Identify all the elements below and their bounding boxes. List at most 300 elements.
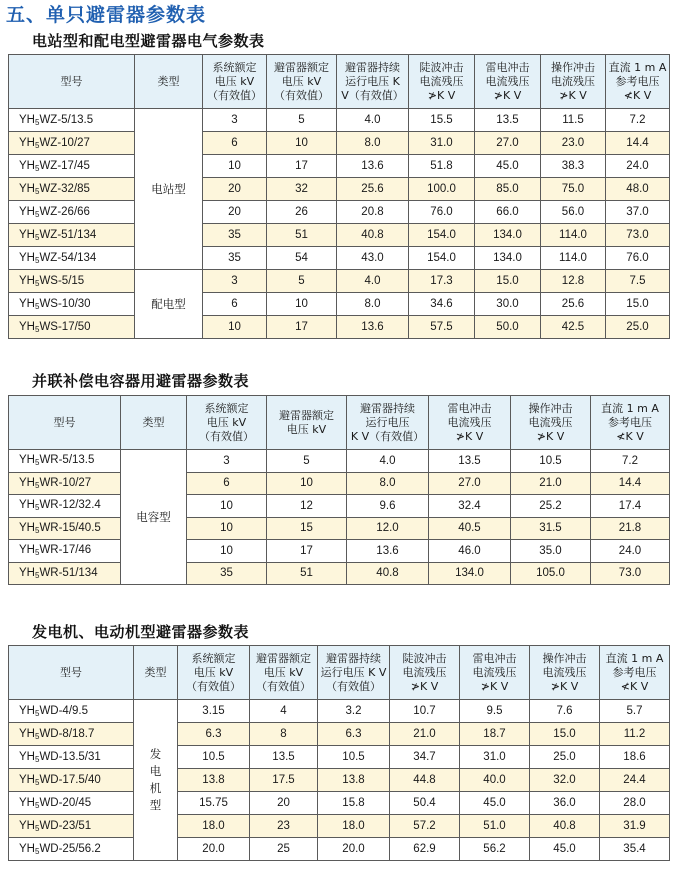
model-subscript: 5: [34, 163, 40, 173]
value-cell: 15.0: [606, 293, 670, 316]
model-suffix: WZ-54/134: [39, 251, 97, 264]
model-suffix: WZ-32/85: [39, 182, 90, 195]
table-row: [9, 723, 670, 746]
value-cell: 25.6: [337, 178, 409, 201]
value-cell: 25: [250, 838, 318, 861]
value-cell: 154.0: [409, 247, 475, 270]
value-cell: 40.0: [460, 769, 530, 792]
model-suffix: WD-8/18.7: [39, 727, 95, 740]
value-cell: 17.3: [409, 270, 475, 293]
table-row: [9, 815, 670, 838]
value-cell: 20.0: [178, 838, 250, 861]
column-header: 避雷器额定 电压 kV: [267, 396, 347, 450]
column-header: 直流 1 m A 参考电压 ≮K V: [591, 396, 670, 450]
model-prefix: YH: [19, 704, 35, 717]
model-suffix: WS-10/30: [39, 297, 91, 310]
model-prefix: YH: [19, 566, 35, 579]
value-cell: 23.0: [541, 132, 606, 155]
model-subscript: 5: [34, 708, 40, 718]
value-cell: 9.6: [347, 495, 429, 518]
value-cell: 3.15: [178, 700, 250, 723]
table-row: [9, 132, 670, 155]
value-cell: 7.2: [591, 450, 670, 473]
column-header: 直流 1 m A 参考电压 ≮K V: [606, 55, 670, 109]
model-prefix: YH: [19, 251, 35, 264]
value-cell: 3: [187, 450, 267, 473]
value-cell: 51: [267, 562, 347, 585]
table-row: [9, 224, 670, 247]
type-cell: 电容型: [121, 450, 187, 585]
model-prefix: YH: [19, 297, 35, 310]
value-cell: 13.6: [347, 540, 429, 563]
value-cell: 9.5: [460, 700, 530, 723]
value-cell: 45.0: [460, 792, 530, 815]
value-cell: 10: [187, 517, 267, 540]
model-subscript: 5: [34, 324, 40, 334]
table3-title: 发电机、电动机型避雷器参数表: [32, 623, 250, 641]
value-cell: 13.8: [318, 769, 390, 792]
model-suffix: WD-20/45: [39, 796, 92, 809]
model-prefix: YH: [19, 521, 35, 534]
model-suffix: WZ-10/27: [39, 136, 90, 149]
value-cell: 45.0: [530, 838, 600, 861]
model-prefix: YH: [19, 205, 35, 218]
column-header: 系统额定 电压 kV （有效值）: [178, 646, 250, 700]
model-subscript: 5: [34, 209, 40, 219]
table-row: [9, 700, 670, 723]
value-cell: 4.0: [337, 270, 409, 293]
model-prefix: YH: [19, 228, 35, 241]
table-row: [9, 746, 670, 769]
table-row: [9, 178, 670, 201]
value-cell: 10: [203, 316, 267, 339]
model-suffix: WR-12/32.4: [39, 499, 101, 512]
column-header: 避雷器持续 运行电压 K V （有效值）: [318, 646, 390, 700]
value-cell: 3: [203, 109, 267, 132]
model-subscript: 5: [34, 548, 40, 558]
model-subscript: 5: [34, 255, 40, 265]
value-cell: 5: [267, 270, 337, 293]
value-cell: 15: [267, 517, 347, 540]
model-suffix: WD-17.5/40: [39, 773, 101, 786]
value-cell: 56.2: [460, 838, 530, 861]
value-cell: 31.9: [600, 815, 670, 838]
column-header: 雷电冲击 电流残压 ≯K V: [429, 396, 511, 450]
model-subscript: 5: [34, 301, 40, 311]
model-cell: [9, 155, 135, 178]
model-prefix: YH: [19, 136, 35, 149]
model-suffix: WD-4/9.5: [39, 704, 89, 717]
value-cell: 50.4: [390, 792, 460, 815]
value-cell: 14.4: [591, 472, 670, 495]
value-cell: 13.8: [178, 769, 250, 792]
value-cell: 8.0: [337, 132, 409, 155]
table-row: [9, 270, 670, 293]
value-cell: 15.75: [178, 792, 250, 815]
table-row: [9, 316, 670, 339]
value-cell: 154.0: [409, 224, 475, 247]
model-subscript: 5: [34, 140, 40, 150]
model-prefix: YH: [19, 320, 35, 333]
model-cell: [9, 247, 135, 270]
value-cell: 35.0: [511, 540, 591, 563]
value-cell: 35: [203, 224, 267, 247]
model-subscript: 5: [34, 570, 40, 580]
value-cell: 15.8: [318, 792, 390, 815]
column-header: 避雷器持续 运行电压 K V（有效值）: [337, 55, 409, 109]
model-subscript: 5: [34, 754, 40, 764]
model-subscript: 5: [34, 731, 40, 741]
column-header: 类型: [134, 646, 178, 700]
value-cell: 32: [267, 178, 337, 201]
column-header: 类型: [121, 396, 187, 450]
value-cell: 24.0: [591, 540, 670, 563]
model-cell: [9, 293, 135, 316]
value-cell: 20: [203, 201, 267, 224]
value-cell: 43.0: [337, 247, 409, 270]
column-header: 型号: [9, 55, 135, 109]
value-cell: 13.5: [250, 746, 318, 769]
value-cell: 6: [187, 472, 267, 495]
model-subscript: 5: [34, 846, 40, 856]
value-cell: 4.0: [337, 109, 409, 132]
model-prefix: YH: [19, 182, 35, 195]
model-cell: [9, 792, 134, 815]
column-header: 避雷器额定 电压 kV （有效值）: [250, 646, 318, 700]
model-subscript: 5: [34, 823, 40, 833]
value-cell: 26: [267, 201, 337, 224]
model-suffix: WS-5/15: [39, 274, 85, 287]
value-cell: 36.0: [530, 792, 600, 815]
value-cell: 24.0: [606, 155, 670, 178]
table-row: [9, 540, 670, 563]
model-prefix: YH: [19, 727, 35, 740]
value-cell: 73.0: [591, 562, 670, 585]
value-cell: 15.5: [409, 109, 475, 132]
model-cell: [9, 132, 135, 155]
value-cell: 54: [267, 247, 337, 270]
value-cell: 8.0: [337, 293, 409, 316]
value-cell: 27.0: [429, 472, 511, 495]
value-cell: 13.6: [337, 155, 409, 178]
value-cell: 10.5: [318, 746, 390, 769]
value-cell: 15.0: [530, 723, 600, 746]
value-cell: 24.4: [600, 769, 670, 792]
table-row: [9, 293, 670, 316]
model-cell: [9, 746, 134, 769]
value-cell: 51.0: [460, 815, 530, 838]
value-cell: 50.0: [475, 316, 541, 339]
model-suffix: WD-23/51: [39, 819, 92, 832]
table1-title: 电站型和配电型避雷器电气参数表: [32, 32, 265, 50]
model-cell: [9, 450, 121, 473]
value-cell: 10: [267, 293, 337, 316]
value-cell: 6.3: [318, 723, 390, 746]
value-cell: 25.6: [541, 293, 606, 316]
column-header: 陡波冲击 电流残压 ≯K V: [409, 55, 475, 109]
value-cell: 38.3: [541, 155, 606, 178]
model-suffix: WD-13.5/31: [39, 750, 101, 763]
value-cell: 20: [203, 178, 267, 201]
value-cell: 7.6: [530, 700, 600, 723]
value-cell: 35: [203, 247, 267, 270]
column-header: 操作冲击 电流残压 ≯K V: [511, 396, 591, 450]
value-cell: 5: [267, 109, 337, 132]
model-cell: [9, 517, 121, 540]
model-cell: [9, 109, 135, 132]
model-subscript: 5: [34, 480, 40, 490]
value-cell: 35.4: [600, 838, 670, 861]
column-header: 直流 1 m A 参考电压 ≮K V: [600, 646, 670, 700]
value-cell: 57.2: [390, 815, 460, 838]
column-header: 系统额定 电压 kV （有效值）: [203, 55, 267, 109]
value-cell: 13.6: [337, 316, 409, 339]
value-cell: 6: [203, 132, 267, 155]
model-prefix: YH: [19, 113, 35, 126]
value-cell: 17: [267, 540, 347, 563]
value-cell: 8: [250, 723, 318, 746]
model-suffix: WZ-26/66: [39, 205, 90, 218]
value-cell: 31.0: [409, 132, 475, 155]
model-cell: [9, 316, 135, 339]
model-subscript: 5: [34, 186, 40, 196]
model-suffix: WR-5/13.5: [39, 454, 95, 467]
value-cell: 40.5: [429, 517, 511, 540]
model-prefix: YH: [19, 773, 35, 786]
table-row: [9, 109, 670, 132]
value-cell: 13.5: [429, 450, 511, 473]
value-cell: 31.0: [460, 746, 530, 769]
table-row: [9, 517, 670, 540]
model-suffix: WZ-51/134: [39, 228, 97, 241]
table-row: [9, 838, 670, 861]
model-prefix: YH: [19, 499, 35, 512]
value-cell: 28.0: [600, 792, 670, 815]
value-cell: 76.0: [409, 201, 475, 224]
value-cell: 6: [203, 293, 267, 316]
value-cell: 10: [187, 495, 267, 518]
value-cell: 40.8: [530, 815, 600, 838]
model-suffix: WZ-17/45: [39, 159, 90, 172]
model-cell: [9, 201, 135, 224]
table-capacitor: [8, 395, 670, 585]
value-cell: 73.0: [606, 224, 670, 247]
value-cell: 42.5: [541, 316, 606, 339]
column-header: 雷电冲击 电流残压 ≯K V: [460, 646, 530, 700]
column-header: 类型: [135, 55, 203, 109]
model-prefix: YH: [19, 476, 35, 489]
type-cell: 发 电 机 型: [134, 700, 178, 861]
type-cell: 配电型: [135, 270, 203, 339]
value-cell: 27.0: [475, 132, 541, 155]
value-cell: 48.0: [606, 178, 670, 201]
value-cell: 10: [267, 472, 347, 495]
value-cell: 62.9: [390, 838, 460, 861]
model-subscript: 5: [34, 232, 40, 242]
value-cell: 4.0: [347, 450, 429, 473]
model-prefix: YH: [19, 750, 35, 763]
value-cell: 21.8: [591, 517, 670, 540]
model-cell: [9, 270, 135, 293]
value-cell: 18.0: [178, 815, 250, 838]
value-cell: 46.0: [429, 540, 511, 563]
model-suffix: WD-25/56.2: [39, 842, 101, 855]
column-header: 型号: [9, 396, 121, 450]
model-prefix: YH: [19, 544, 35, 557]
value-cell: 4: [250, 700, 318, 723]
value-cell: 35: [187, 562, 267, 585]
value-cell: 31.5: [511, 517, 591, 540]
value-cell: 114.0: [541, 224, 606, 247]
value-cell: 20: [250, 792, 318, 815]
value-cell: 10: [267, 132, 337, 155]
value-cell: 15.0: [475, 270, 541, 293]
table-row: [9, 769, 670, 792]
value-cell: 17: [267, 316, 337, 339]
table-row: [9, 472, 670, 495]
model-cell: [9, 495, 121, 518]
column-header: 避雷器额定 电压 kV （有效值）: [267, 55, 337, 109]
value-cell: 34.7: [390, 746, 460, 769]
value-cell: 45.0: [475, 155, 541, 178]
value-cell: 3: [203, 270, 267, 293]
model-suffix: WR-15/40.5: [39, 521, 101, 534]
value-cell: 5.7: [600, 700, 670, 723]
model-cell: [9, 815, 134, 838]
value-cell: 20.0: [318, 838, 390, 861]
value-cell: 12.8: [541, 270, 606, 293]
column-header: 系统额定 电压 kV （有效值）: [187, 396, 267, 450]
value-cell: 18.0: [318, 815, 390, 838]
value-cell: 10: [187, 540, 267, 563]
value-cell: 134.0: [475, 224, 541, 247]
model-prefix: YH: [19, 454, 35, 467]
model-cell: [9, 224, 135, 247]
value-cell: 11.5: [541, 109, 606, 132]
value-cell: 18.6: [600, 746, 670, 769]
value-cell: 40.8: [337, 224, 409, 247]
model-prefix: YH: [19, 842, 35, 855]
model-subscript: 5: [34, 800, 40, 810]
model-cell: [9, 700, 134, 723]
table-generator-motor: [8, 645, 670, 861]
model-cell: [9, 838, 134, 861]
column-header: 型号: [9, 646, 134, 700]
table-row: [9, 155, 670, 178]
value-cell: 66.0: [475, 201, 541, 224]
value-cell: 44.8: [390, 769, 460, 792]
value-cell: 10.5: [178, 746, 250, 769]
model-cell: [9, 540, 121, 563]
model-subscript: 5: [34, 503, 40, 513]
value-cell: 100.0: [409, 178, 475, 201]
model-prefix: YH: [19, 796, 35, 809]
value-cell: 34.6: [409, 293, 475, 316]
column-header: 雷电冲击 电流残压 ≯K V: [475, 55, 541, 109]
table-row: [9, 201, 670, 224]
value-cell: 25.2: [511, 495, 591, 518]
table-row: [9, 792, 670, 815]
column-header: 操作冲击 电流残压 ≯K V: [530, 646, 600, 700]
table-row: [9, 562, 670, 585]
value-cell: 40.8: [347, 562, 429, 585]
model-cell: [9, 472, 121, 495]
model-cell: [9, 178, 135, 201]
model-prefix: YH: [19, 819, 35, 832]
value-cell: 25.0: [606, 316, 670, 339]
column-header: 操作冲击 电流残压 ≯K V: [541, 55, 606, 109]
model-suffix: WS-17/50: [39, 320, 91, 333]
value-cell: 7.5: [606, 270, 670, 293]
model-prefix: YH: [19, 159, 35, 172]
value-cell: 5: [267, 450, 347, 473]
value-cell: 13.5: [475, 109, 541, 132]
value-cell: 32.4: [429, 495, 511, 518]
model-subscript: 5: [34, 458, 40, 468]
model-subscript: 5: [34, 525, 40, 535]
value-cell: 12: [267, 495, 347, 518]
page-title: 五、单只避雷器参数表: [6, 4, 207, 26]
table-row: [9, 495, 670, 518]
model-suffix: WR-10/27: [39, 476, 92, 489]
value-cell: 23: [250, 815, 318, 838]
value-cell: 51: [267, 224, 337, 247]
value-cell: 37.0: [606, 201, 670, 224]
value-cell: 11.2: [600, 723, 670, 746]
value-cell: 12.0: [347, 517, 429, 540]
model-suffix: WR-17/46: [39, 544, 92, 557]
value-cell: 32.0: [530, 769, 600, 792]
value-cell: 51.8: [409, 155, 475, 178]
value-cell: 10.5: [511, 450, 591, 473]
column-header: 避雷器持续 运行电压 K V（有效值）: [347, 396, 429, 450]
model-prefix: YH: [19, 274, 35, 287]
value-cell: 17.5: [250, 769, 318, 792]
value-cell: 21.0: [390, 723, 460, 746]
value-cell: 21.0: [511, 472, 591, 495]
value-cell: 10.7: [390, 700, 460, 723]
value-cell: 20.8: [337, 201, 409, 224]
value-cell: 17: [267, 155, 337, 178]
value-cell: 76.0: [606, 247, 670, 270]
value-cell: 18.7: [460, 723, 530, 746]
table2-title: 并联补偿电容器用避雷器参数表: [32, 372, 250, 390]
model-cell: [9, 723, 134, 746]
value-cell: 134.0: [475, 247, 541, 270]
model-cell: [9, 562, 121, 585]
value-cell: 25.0: [530, 746, 600, 769]
model-suffix: WZ-5/13.5: [39, 113, 94, 126]
value-cell: 105.0: [511, 562, 591, 585]
value-cell: 3.2: [318, 700, 390, 723]
table-row: [9, 450, 670, 473]
model-subscript: 5: [34, 777, 40, 787]
value-cell: 57.5: [409, 316, 475, 339]
value-cell: 85.0: [475, 178, 541, 201]
model-suffix: WR-51/134: [39, 566, 98, 579]
value-cell: 8.0: [347, 472, 429, 495]
model-subscript: 5: [34, 278, 40, 288]
table-row: [9, 247, 670, 270]
table-station-distribution: [8, 54, 670, 339]
model-subscript: 5: [34, 117, 40, 127]
value-cell: 30.0: [475, 293, 541, 316]
value-cell: 56.0: [541, 201, 606, 224]
value-cell: 10: [203, 155, 267, 178]
model-cell: [9, 769, 134, 792]
value-cell: 114.0: [541, 247, 606, 270]
value-cell: 6.3: [178, 723, 250, 746]
